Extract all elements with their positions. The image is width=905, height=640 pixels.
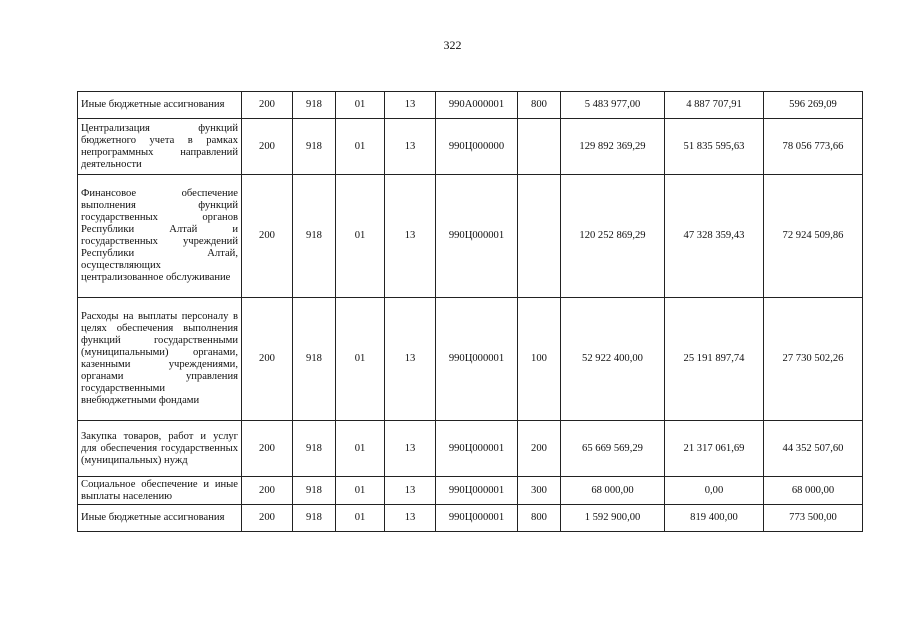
code-cell: 200: [242, 92, 293, 119]
code-cell: 200: [242, 298, 293, 421]
table-row: [78, 175, 863, 298]
table-row: [78, 92, 863, 119]
budget-table: [77, 91, 863, 532]
remaining-amount-cell: 68 000,00: [764, 477, 863, 505]
remaining-amount-cell: 44 352 507,60: [764, 421, 863, 477]
planned-amount-cell: 120 252 869,29: [561, 175, 665, 298]
expense-type-cell: 100: [518, 298, 561, 421]
expense-type-cell: [518, 175, 561, 298]
executed-amount-cell: 0,00: [665, 477, 764, 505]
table-row: [78, 505, 863, 532]
ministry-code-cell: 918: [293, 421, 336, 477]
planned-amount-cell: 68 000,00: [561, 477, 665, 505]
code-cell: 200: [242, 119, 293, 175]
subsection-cell: 13: [385, 119, 436, 175]
section-cell: 01: [336, 175, 385, 298]
expense-name-cell: Централизация функций бюджетного учета в рамках непрограммных направлений деятельности: [78, 119, 242, 175]
remaining-amount-cell: 78 056 773,66: [764, 119, 863, 175]
subsection-cell: 13: [385, 505, 436, 532]
ministry-code-cell: 918: [293, 92, 336, 119]
expense-type-cell: 800: [518, 505, 561, 532]
table-row: [78, 298, 863, 421]
expense-name-cell: Закупка товаров, работ и услуг для обеспечения государственных (муниципальных) нужд: [78, 421, 242, 477]
executed-amount-cell: 21 317 061,69: [665, 421, 764, 477]
ministry-code-cell: 918: [293, 477, 336, 505]
ministry-code-cell: 918: [293, 119, 336, 175]
section-cell: 01: [336, 298, 385, 421]
expense-name-cell: Иные бюджетные ассигнования: [78, 505, 242, 532]
planned-amount-cell: 129 892 369,29: [561, 119, 665, 175]
ministry-code-cell: 918: [293, 298, 336, 421]
expense-type-cell: 800: [518, 92, 561, 119]
planned-amount-cell: 5 483 977,00: [561, 92, 665, 119]
executed-amount-cell: 819 400,00: [665, 505, 764, 532]
planned-amount-cell: 65 669 569,29: [561, 421, 665, 477]
subsection-cell: 13: [385, 175, 436, 298]
section-cell: 01: [336, 92, 385, 119]
remaining-amount-cell: 596 269,09: [764, 92, 863, 119]
expense-type-cell: 300: [518, 477, 561, 505]
section-cell: 01: [336, 119, 385, 175]
table-row: [78, 421, 863, 477]
remaining-amount-cell: 773 500,00: [764, 505, 863, 532]
ministry-code-cell: 918: [293, 175, 336, 298]
expense-name-cell: Иные бюджетные ассигнования: [78, 92, 242, 119]
planned-amount-cell: 1 592 900,00: [561, 505, 665, 532]
section-cell: 01: [336, 421, 385, 477]
remaining-amount-cell: 27 730 502,26: [764, 298, 863, 421]
subsection-cell: 13: [385, 477, 436, 505]
page-number: 322: [443, 38, 462, 52]
executed-amount-cell: 4 887 707,91: [665, 92, 764, 119]
executed-amount-cell: 25 191 897,74: [665, 298, 764, 421]
subsection-cell: 13: [385, 298, 436, 421]
subsection-cell: 13: [385, 92, 436, 119]
target-article-cell: 990Ц000001: [436, 505, 518, 532]
target-article-cell: 990Ц000001: [436, 477, 518, 505]
target-article-cell: 990Ц000001: [436, 175, 518, 298]
code-cell: 200: [242, 477, 293, 505]
section-cell: 01: [336, 505, 385, 532]
expense-type-cell: 200: [518, 421, 561, 477]
table-row: [78, 477, 863, 505]
code-cell: 200: [242, 175, 293, 298]
expense-name-cell: Финансовое обеспечение выполнения функций государственных органов Республики Алтай и государственных учреждений Республики Алтай, осуществляющих централизованное обслуживание: [78, 175, 242, 298]
target-article-cell: 990А000001: [436, 92, 518, 119]
section-cell: 01: [336, 477, 385, 505]
expense-type-cell: [518, 119, 561, 175]
table-row: [78, 119, 863, 175]
code-cell: 200: [242, 505, 293, 532]
expense-name-cell: Социальное обеспечение и иные выплаты населению: [78, 477, 242, 505]
subsection-cell: 13: [385, 421, 436, 477]
target-article-cell: 990Ц000001: [436, 421, 518, 477]
remaining-amount-cell: 72 924 509,86: [764, 175, 863, 298]
executed-amount-cell: 51 835 595,63: [665, 119, 764, 175]
target-article-cell: 990Ц000000: [436, 119, 518, 175]
expense-name-cell: Расходы на выплаты персоналу в целях обеспечения выполнения функций государственными (муниципальными) органами, казенными учреждениями, органами управления государственными внебюджетными фондами: [78, 298, 242, 421]
code-cell: 200: [242, 421, 293, 477]
ministry-code-cell: 918: [293, 505, 336, 532]
target-article-cell: 990Ц000001: [436, 298, 518, 421]
executed-amount-cell: 47 328 359,43: [665, 175, 764, 298]
planned-amount-cell: 52 922 400,00: [561, 298, 665, 421]
